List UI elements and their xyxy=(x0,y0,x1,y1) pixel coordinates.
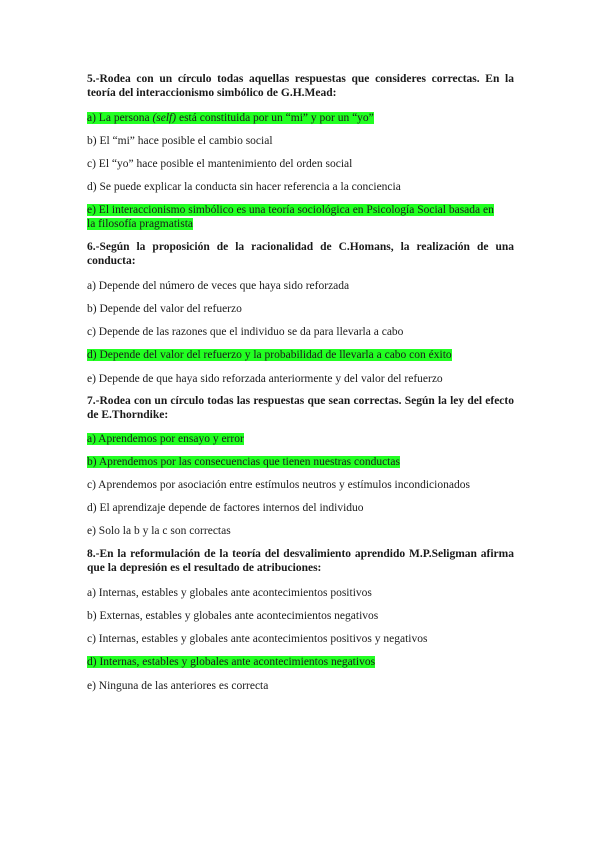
question-5-option-c: c) El “yo” hace posible el mantenimiento del orden social xyxy=(87,158,353,170)
question-7-option-b xyxy=(87,455,514,469)
question-5-title: 5.-Rodea con un círculo todas aquellas respuestas que consideres correctas. En la teoría del interaccionismo simbólico de G.H.Mead: xyxy=(87,73,514,99)
question-5-option-d: d) Se puede explicar la conducta sin hacer referencia a la conciencia xyxy=(87,181,401,193)
question-5-option-e-line1 xyxy=(87,203,514,217)
question-7-option-c: c) Aprendemos por asociación entre estímulos neutros y estímulos incondicionados xyxy=(87,479,470,491)
highlight: e) El interaccionismo simbólico es una teoría sociológica en Psicología Social basada en xyxy=(87,204,494,216)
question-6-option-d xyxy=(87,348,514,362)
highlight: d) Depende del valor del refuerzo y la probabilidad de llevarla a cabo con éxito xyxy=(87,349,452,361)
question-6-option-e: e) Depende de que haya sido reforzada anteriormente y del valor del refuerzo xyxy=(87,373,443,385)
highlight xyxy=(87,112,374,124)
question-8-option-a: a) Internas, estables y globales ante acontecimientos positivos xyxy=(87,587,372,599)
question-6-option-b: b) Depende del valor del refuerzo xyxy=(87,303,242,315)
question-7-option-e: e) Solo la b y la c son correctas xyxy=(87,525,231,537)
option-italic-term: (self) xyxy=(152,112,177,124)
highlight: d) Internas, estables y globales ante acontecimientos negativos xyxy=(87,656,376,668)
question-5-option-a xyxy=(87,111,514,125)
question-6-option-c: c) Depende de las razones que el individuo se da para llevarla a cabo xyxy=(87,326,404,338)
highlight: la filosofía pragmatista xyxy=(87,218,194,230)
question-8-option-b: b) Externas, estables y globales ante acontecimientos negativos xyxy=(87,610,379,622)
option-text: está constituida por un “mi” y por un “yo” xyxy=(176,112,374,124)
question-7-title: 7.-Rodea con un círculo todas las respuestas que sean correctas. Según la ley del efecto de E.Thorndike: xyxy=(87,395,514,421)
question-6-option-a: a) Depende del número de veces que haya sido reforzada xyxy=(87,280,350,292)
highlight: b) Aprendemos por las consecuencias que tienen nuestras conductas xyxy=(87,456,400,468)
question-5-option-e-line2 xyxy=(87,217,514,231)
highlight: a) Aprendemos por ensayo y error xyxy=(87,433,244,445)
question-7-option-d: d) El aprendizaje depende de factores internos del individuo xyxy=(87,502,364,514)
question-7-option-a xyxy=(87,432,514,446)
question-5-option-b: b) El “mi” hace posible el cambio social xyxy=(87,135,273,147)
question-8-title: 8.-En la reformulación de la teoría del desvalimiento aprendido M.P.Seligman afirma que la depresión es el resultado de atribuciones: xyxy=(87,548,514,574)
question-8-option-c: c) Internas, estables y globales ante acontecimientos positivos y negativos xyxy=(87,633,428,645)
question-8-option-e: e) Ninguna de las anteriores es correcta xyxy=(87,680,269,692)
option-text: a) La persona xyxy=(87,112,153,124)
question-6-title: 6.-Según la proposición de la racionalidad de C.Homans, la realización de una conducta: xyxy=(87,241,514,267)
question-8-option-d xyxy=(87,655,514,669)
